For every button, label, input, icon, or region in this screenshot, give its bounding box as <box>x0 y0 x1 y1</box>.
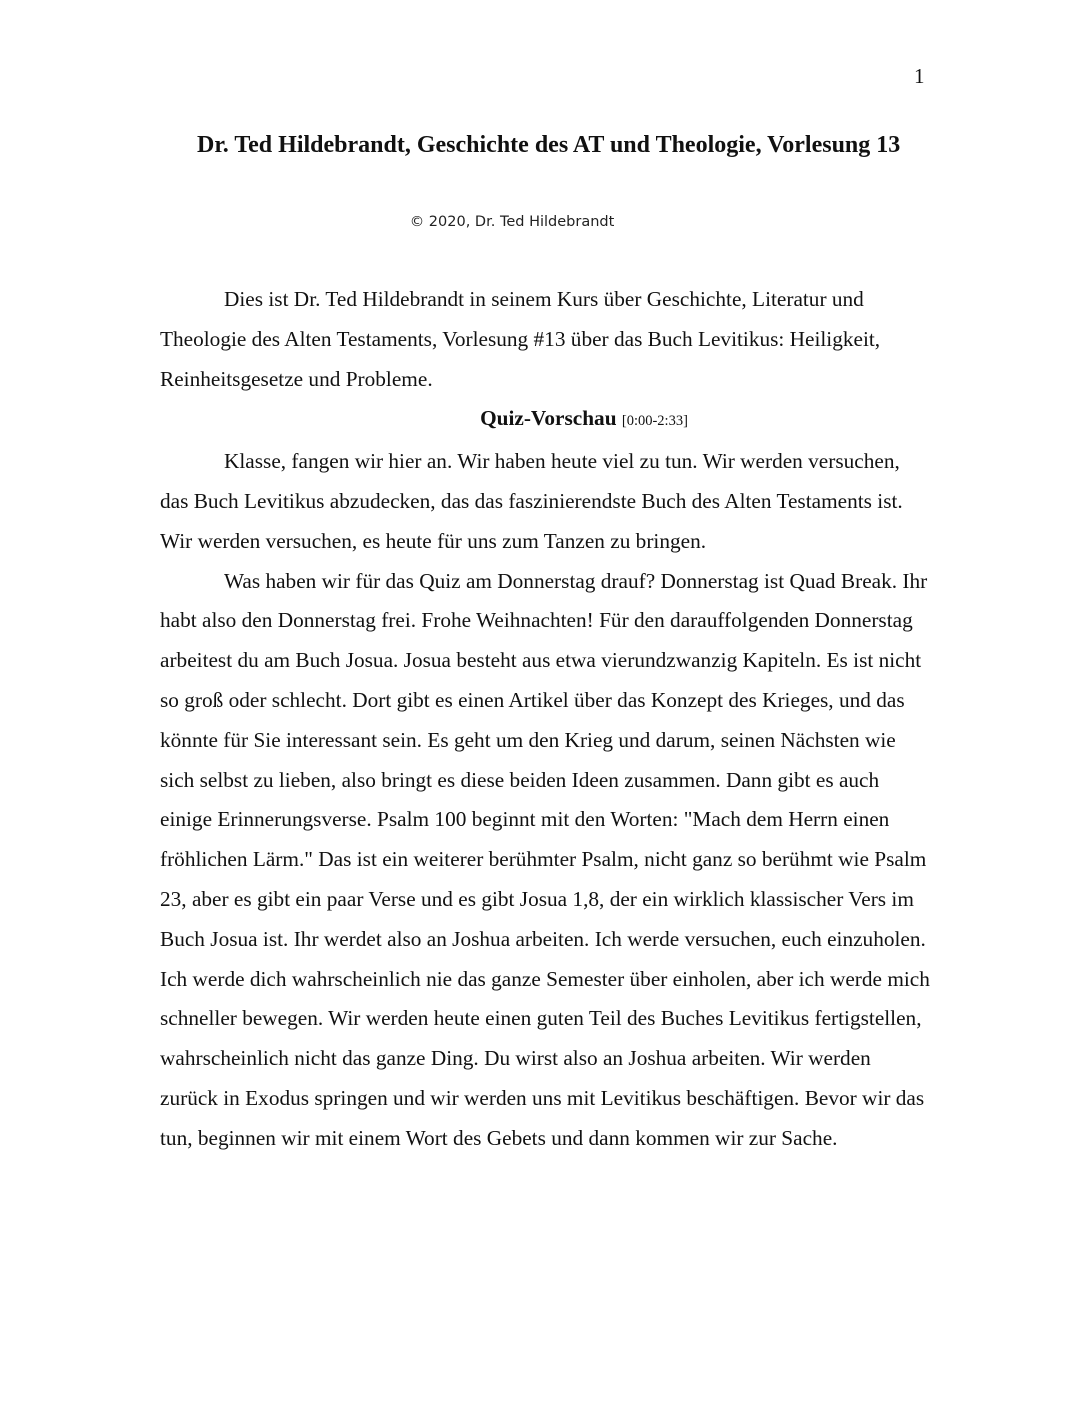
page-number: 1 <box>914 64 925 88</box>
intro-paragraph: Dies ist Dr. Ted Hildebrandt in seinem Kurs über Geschichte, Literatur und Theologie des Alten Testaments, Vorlesung #13 über das Buch Levitikus: Heiligkeit, Reinheitsgesetze und Probleme. <box>160 287 881 391</box>
section-heading-title: Quiz-Vorschau <box>480 406 617 431</box>
section-timestamp: [0:00-2:33] <box>621 413 688 430</box>
section-heading <box>160 399 930 442</box>
document-title: Dr. Ted Hildebrandt, Geschichte des AT und Theologie, Vorlesung 13 <box>197 132 901 158</box>
body-paragraph-1: Klasse, fangen wir hier an. Wir haben heute viel zu tun. Wir werden versuchen, das Buch Levitikus abzudecken, das das faszinierendste Buch des Alten Testaments ist. Wir werden versuchen, es heute für uns zum Tanzen zu bringen. <box>160 449 903 553</box>
copyright-notice: © 2020, Dr. Ted Hildebrandt <box>409 214 615 230</box>
document-body <box>160 280 930 1159</box>
body-paragraph-2: Was haben wir für das Quiz am Donnerstag drauf? Donnerstag ist Quad Break. Ihr habt also den Donnerstag frei. Frohe Weihnachten! Für den darauffolgenden Donnerstag arbeitest du am Buch Josua. Josua besteht aus etwa vierundzwanzig Kapiteln. Es ist nicht so groß oder schlecht. Dort gibt es einen Artikel über das Konzept des Krieges, und das könnte für Sie interessant sein. Es geht um den Krieg und darum, seinen Nächsten wie sich selbst zu lieben, also bringt es diese beiden Ideen zusammen. Dann gibt es auch einige Erinnerungsverse. Psalm 100 beginnt mit den Worten: "Mach dem Herrn einen fröhlichen Lärm." Das ist ein weiterer berühmter Psalm, nicht ganz so berühmt wie Psalm 23, aber es gibt ein paar Verse und es gibt Josua 1,8, der ein wirklich klassischer Vers im Buch Josua ist. Ihr werdet also an Joshua arbeiten. Ich werde versuchen, euch einzuholen. Ich werde dich wahrscheinlich nie das ganze Semester über einholen, aber ich werde mich schneller bewegen. Wir werden heute einen guten Teil des Buches Levitikus fertigstellen, wahrscheinlich nicht das ganze Ding. Du wirst also an Joshua arbeiten. Wir werden zurück in Exodus springen und wir werden uns mit Levitikus beschäftigen. Bevor wir das tun, beginnen wir mit einem Wort des Gebets und dann kommen wir zur Sache. <box>160 568 930 1150</box>
